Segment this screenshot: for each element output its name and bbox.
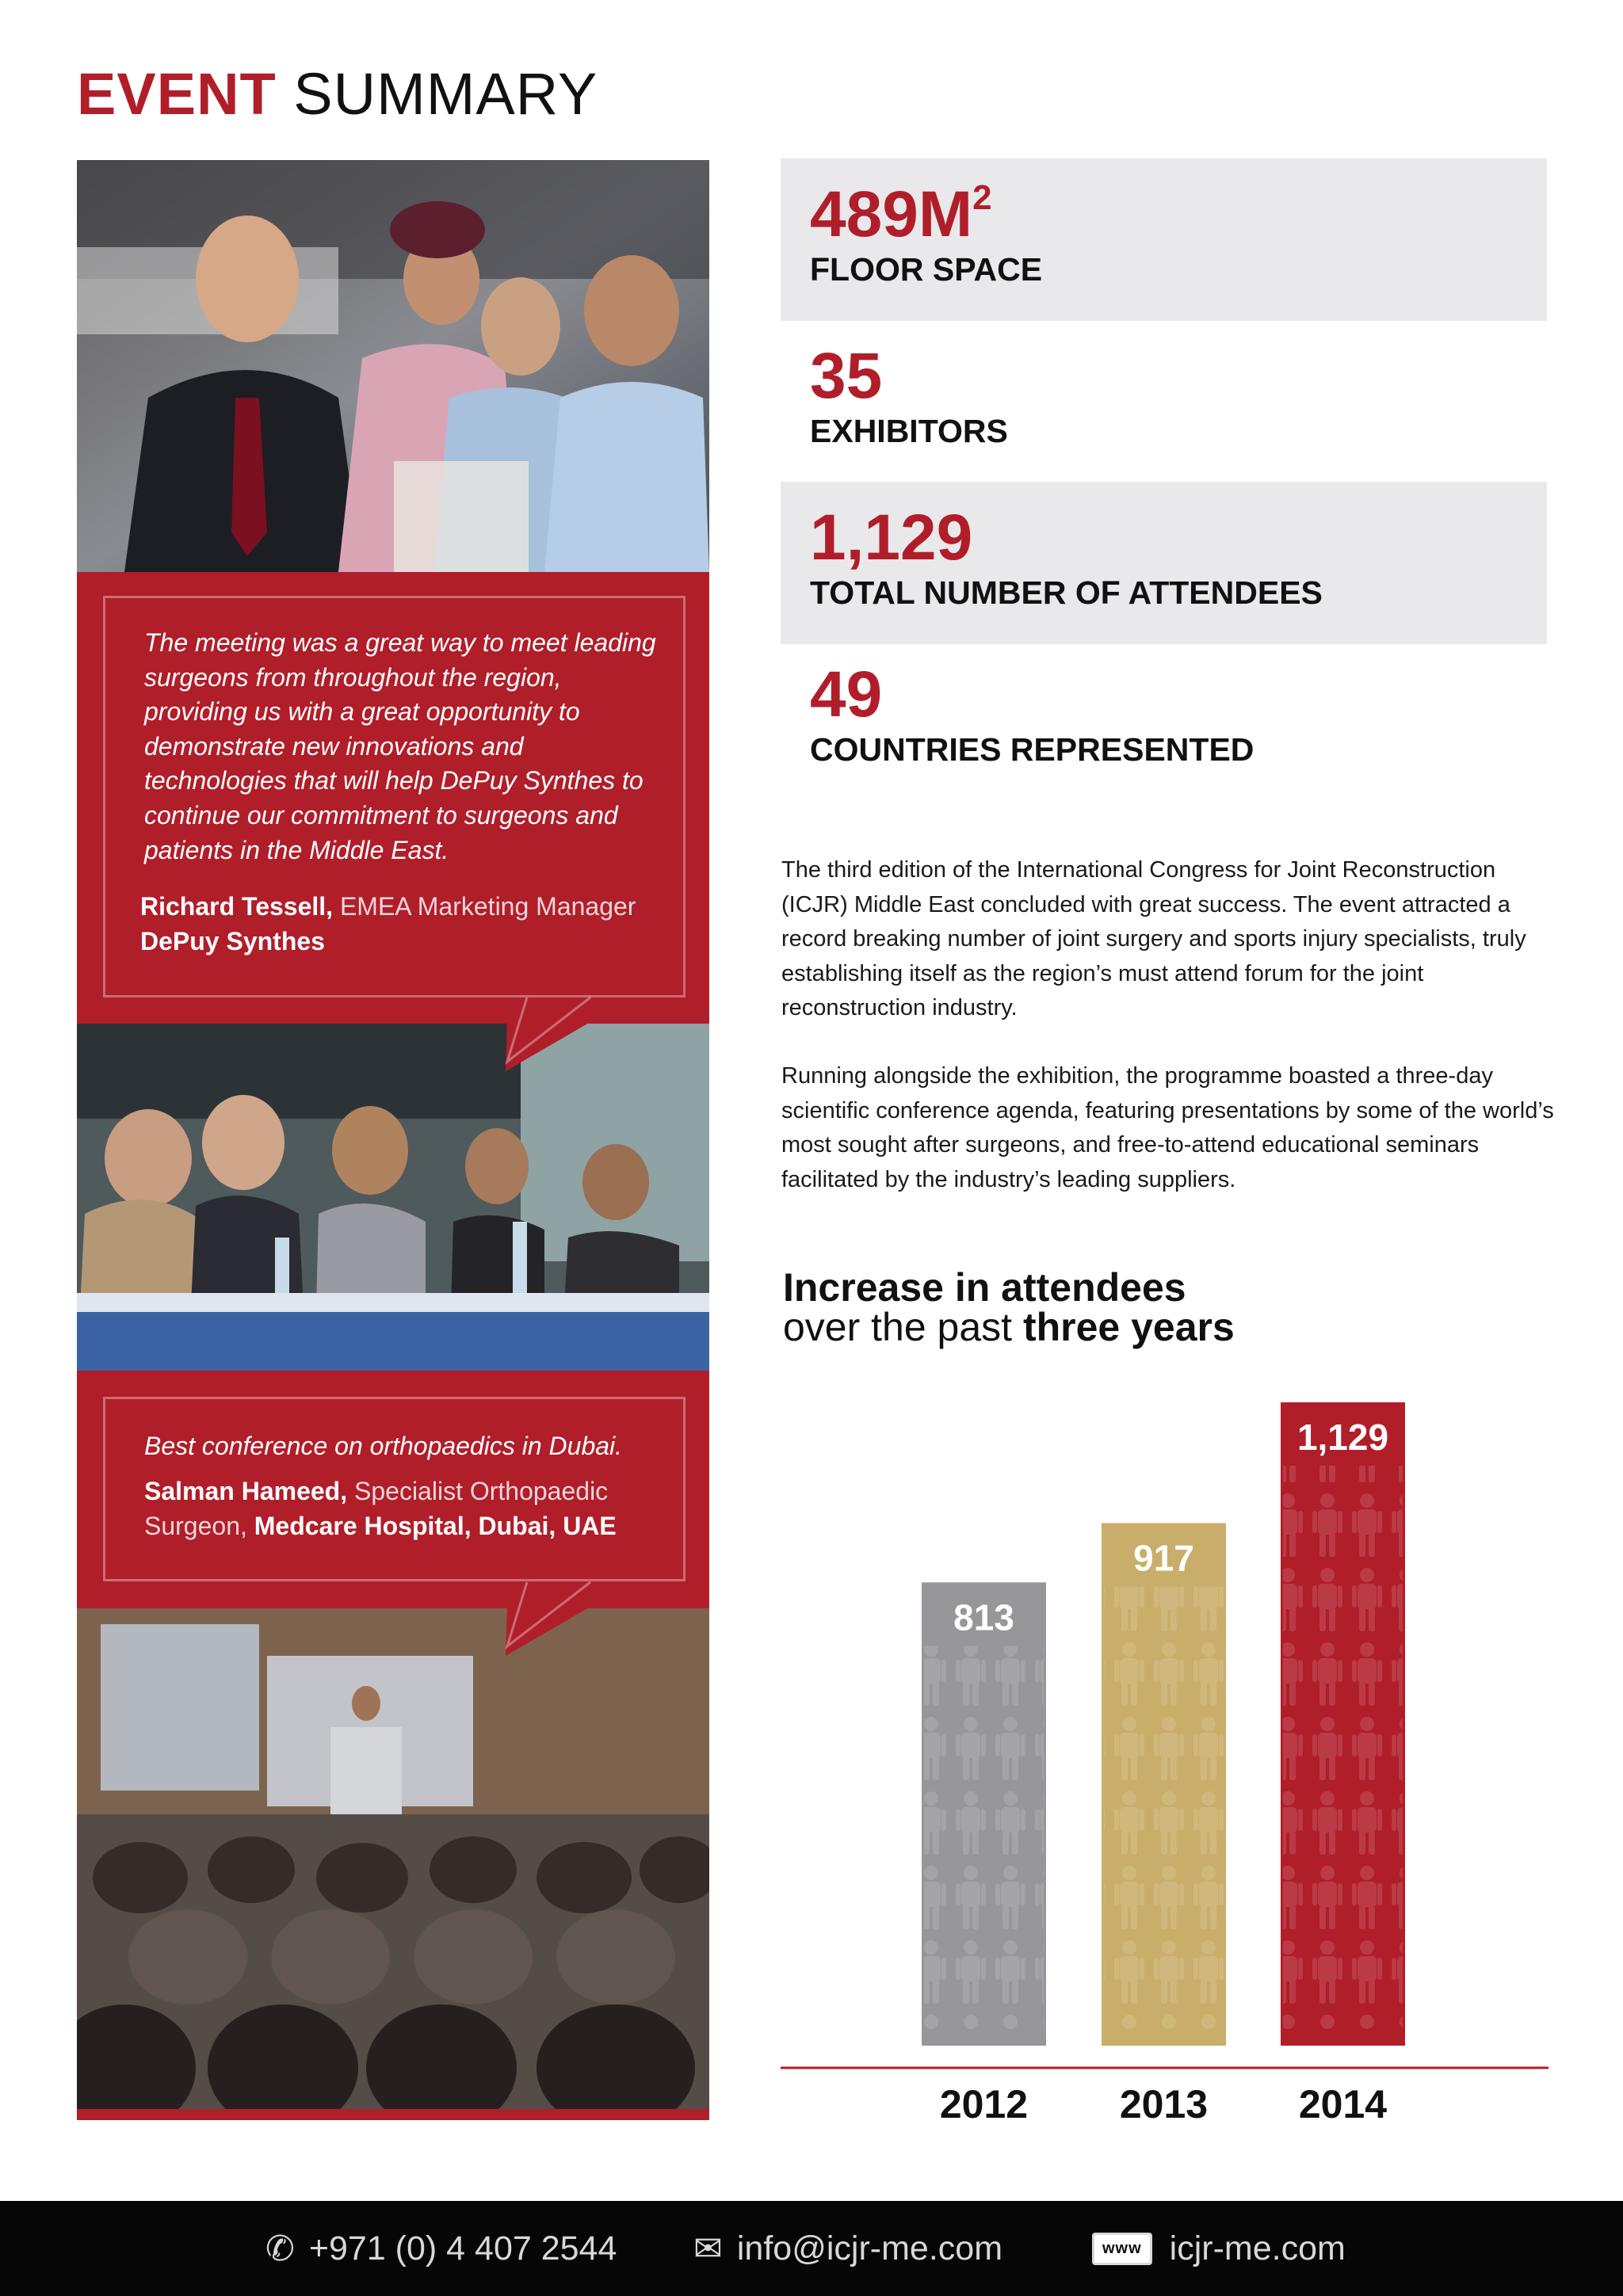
stat-value: 49 (810, 658, 883, 730)
x-tick-label: 2014 (1298, 2082, 1388, 2126)
www-icon: www (1092, 2233, 1152, 2265)
website-url: icjr-me.com (1169, 2229, 1346, 2267)
stat-label: EXHIBITORS (810, 413, 1008, 449)
title-rest: SUMMARY (293, 61, 598, 127)
testimonial-quote: Best conference on orthopaedics in Dubai. (144, 1432, 623, 1460)
title-highlight: EVENT (77, 61, 277, 127)
phone-icon: ✆ (265, 2229, 295, 2268)
footer-website[interactable] (1092, 2201, 1346, 2296)
phone-number: +971 (0) 4 407 2544 (308, 2229, 617, 2267)
x-tick-label: 2012 (939, 2082, 1029, 2126)
stat-value: 35 (810, 340, 883, 412)
stat-value: 1,129 (810, 502, 973, 574)
testimonial-quote: The meeting was a great way to meet leading surgeons from throughout the region, providing us with a great opportunity to demonstrate new innovations and technologies that will help DePuy Synthes to continue our commitment to surgeons and patients in the Middle East. (144, 628, 656, 864)
bar-people-pattern (924, 1646, 1044, 2030)
stat-label: TOTAL NUMBER OF ATTENDEES (810, 574, 1323, 611)
summary-paragraph-2: Running alongside the exhibition, the programme boasted a three-day scientific conference agenda, featuring presentations by some of the world’s most sought after surgeons, and free-to-attend educational seminars facilitated by the industry’s leading suppliers. (781, 1063, 1554, 1192)
bar-value-label: 813 (953, 1596, 1014, 1638)
footer-phone[interactable] (265, 2201, 617, 2296)
chart-title-line1: Increase in attendees (783, 1265, 1186, 1310)
bar-value-label: 1,129 (1296, 1417, 1389, 1458)
author-role: EMEA Marketing Manager (339, 892, 636, 921)
summary-paragraph-1: The third edition of the International Congress for Joint Reconstruction (ICJR) Middle East concluded with great success. The event attracted a record breaking number of joint surgery and sports injury specialists, truly establishing itself as the region’s must attend forum for the joint reconstruction industry. (781, 857, 1526, 1020)
email-address: info@icjr-me.com (736, 2229, 1003, 2267)
author-name: Salman Hameed, (144, 1477, 348, 1505)
x-tick-label: 2013 (1119, 2082, 1209, 2126)
bar-value-label: 917 (1133, 1537, 1194, 1579)
bar-people-pattern (1104, 1586, 1224, 2030)
stat-label: COUNTRIES REPRESENTED (810, 731, 1254, 768)
chart-title-line2: over the past three years (783, 1305, 1235, 1349)
stat-value: $489M^2$ (810, 178, 992, 250)
author-name: Richard Tessell, (140, 892, 334, 921)
footer-email[interactable] (693, 2201, 1002, 2296)
stat-label: FLOOR SPACE (810, 251, 1043, 288)
author-company: DePuy Synthes (140, 927, 325, 955)
envelope-icon: ✉ (693, 2229, 723, 2268)
footer-bar (0, 2201, 1623, 2296)
bar-people-pattern (1283, 1466, 1403, 2030)
author-company: Medcare Hospital, Dubai, UAE (254, 1512, 617, 1540)
author-role: Specialist Orthopaedic Surgeon, (144, 1477, 609, 1540)
